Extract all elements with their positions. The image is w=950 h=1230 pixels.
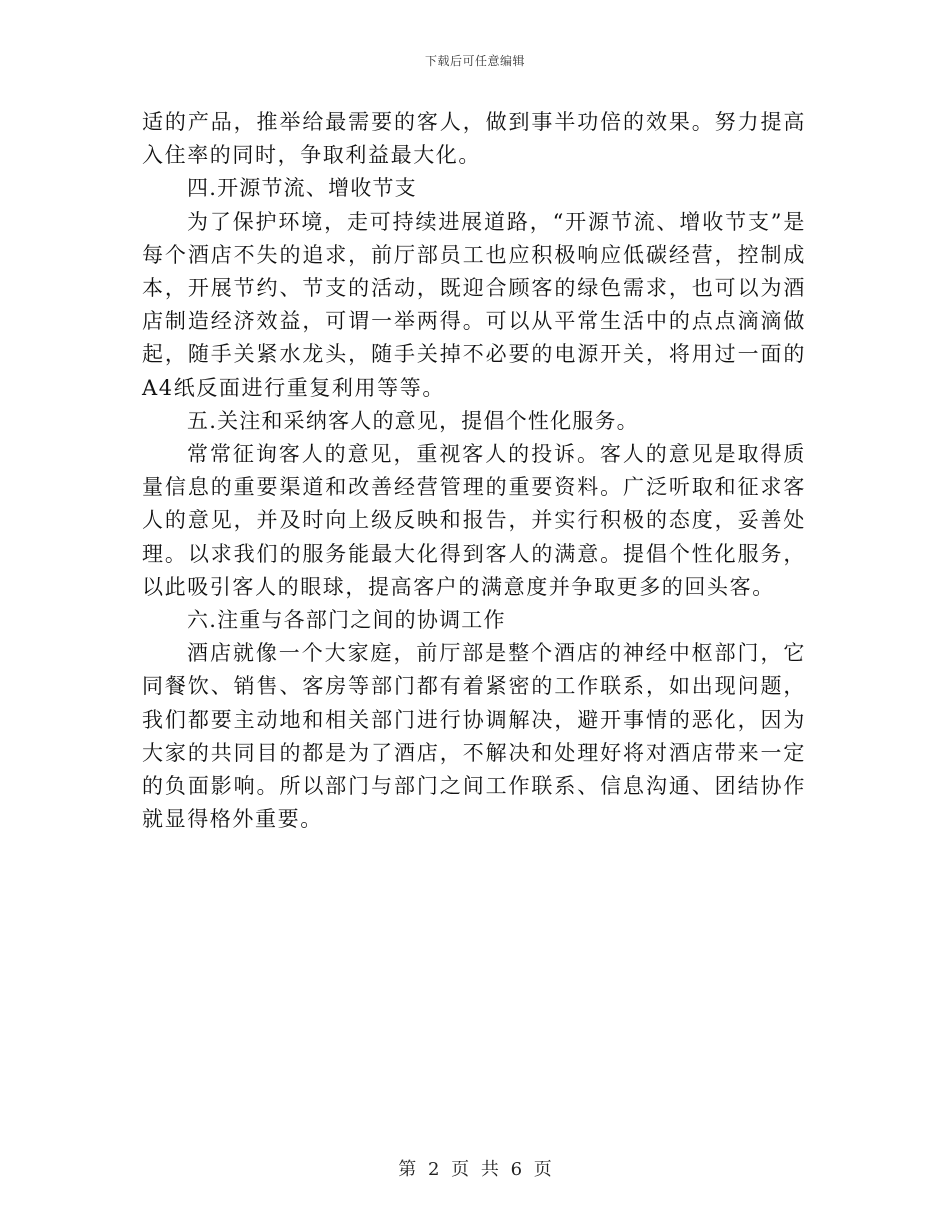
paragraph-section-5: 常常征询客人的意见，重视客人的投诉。客人的意见是取得质量信息的重要渠道和改善经营管理的重要资料。广泛听取和征求客人的意见，并及时向上级反映和报告，并实行积极的态度，妥善处理。以求我们的服务能最大化得到客人的满意。提倡个性化服务，以此吸引客人的眼球，提高客户的满意度并争取更多的回头客。 (142, 442, 806, 599)
paragraph-section-6: 酒店就像一个大家庭，前厅部是整个酒店的神经中枢部门，它同餐饮、销售、客房等部门都有着紧密的工作联系，如出现问题，我们都要主动地和相关部门进行协调解决，避开事情的恶化，因为大家的共同目的都是为了酒店，不解决和处理好将对酒店带来一定的负面影响。所以部门与部门之间工作联系、信息沟通、团结协作就显得格外重要。 (142, 641, 806, 832)
page-header: 下载后可任意编辑 (424, 54, 525, 68)
section-heading-4: 四.开源节流、增收节支 (187, 176, 417, 201)
section-heading-6: 六.注重与各部门之间的协调工作 (187, 608, 506, 633)
document-body (142, 106, 806, 836)
page-footer: 第 2 页 共 6 页 (398, 1159, 552, 1180)
paragraph-continuation: 适的产品，推举给最需要的客人，做到事半功倍的效果。努力提高入住率的同时，争取利益最大化。 (142, 110, 806, 168)
section-heading-5: 五.关注和采纳客人的意见，提倡个性化服务。 (187, 408, 639, 433)
paragraph-section-4: 为了保护环境，走可持续进展道路，“开源节流、增收节支”是每个酒店不失的追求，前厅部员工也应积极响应低碳经营，控制成本，开展节约、节支的活动，既迎合顾客的绿色需求，也可以为酒店制造经济效益，可谓一举两得。可以从平常生活中的点点滴滴做起，随手关紧水龙头，随手关掉不必要的电源开关，将用过一面的A4纸反面进行重复利用等等。 (142, 209, 806, 400)
